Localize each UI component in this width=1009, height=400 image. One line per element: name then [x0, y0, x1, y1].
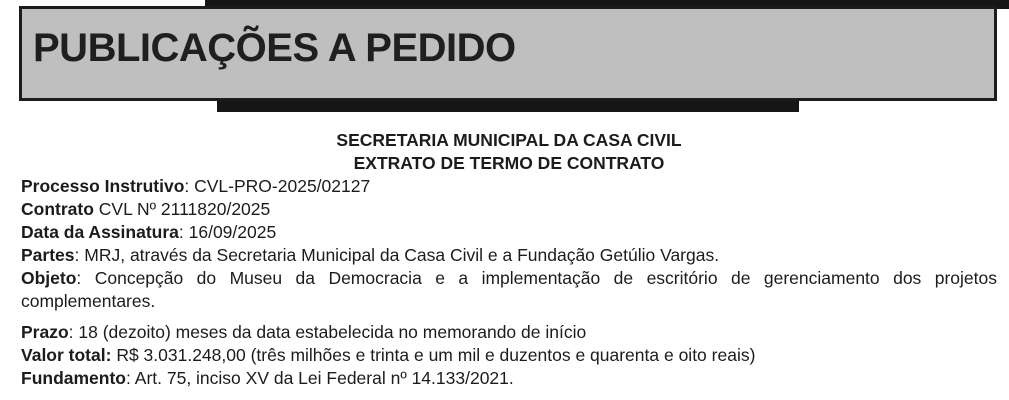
field-label: Prazo [21, 322, 69, 342]
field-line [21, 367, 997, 390]
field-line [21, 221, 997, 244]
field-value: R$ 3.031.248,00 (três milhões e trinta e um mil e duzentos e quarenta e oito reais) [116, 345, 756, 365]
field-separator: : [76, 268, 95, 288]
notice-heading-line2: EXTRATO DE TERMO DE CONTRATO [353, 153, 665, 173]
field-label: Data da Assinatura [21, 222, 179, 242]
field-separator: : [68, 322, 79, 342]
field-value: Art. 75, inciso XV da Lei Federal nº 14.133/2021. [134, 368, 514, 388]
field-list [21, 175, 997, 390]
section-banner [19, 6, 997, 101]
field-separator: : [184, 176, 195, 196]
field-value: 18 (dezoito) meses da data estabelecida no memorando de início [78, 322, 587, 342]
field-label: Valor total: [21, 345, 112, 365]
field-label: Fundamento [21, 368, 126, 388]
field-label: Processo Instrutivo [21, 176, 185, 196]
field-line [21, 244, 997, 267]
field-value: CVL Nº 2111820/2025 [98, 199, 271, 219]
field-separator: : [178, 222, 189, 242]
notice-heading-line1: SECRETARIA MUNICIPAL DA CASA CIVIL [336, 130, 682, 150]
field-line [21, 344, 997, 367]
field-value: Concepção do Museu da Democracia e a implementação de escritório de gerenciamento dos projetos complementares. [21, 268, 997, 311]
field-label: Partes [21, 245, 75, 265]
field-label: Objeto [21, 268, 77, 288]
field-value: 16/09/2025 [188, 222, 277, 242]
field-line [21, 267, 997, 313]
field-label: Contrato [21, 199, 94, 219]
field-line [21, 321, 997, 344]
field-separator: : [126, 368, 135, 388]
section-title: PUBLICAÇÕES A PEDIDO [33, 26, 516, 70]
contract-extract [21, 129, 997, 390]
field-line [21, 198, 997, 221]
field-separator: : [74, 245, 85, 265]
field-value: MRJ, através da Secretaria Municipal da Casa Civil e a Fundação Getúlio Vargas. [84, 245, 720, 265]
field-value: CVL-PRO-2025/02127 [194, 176, 371, 196]
field-line [21, 175, 997, 198]
